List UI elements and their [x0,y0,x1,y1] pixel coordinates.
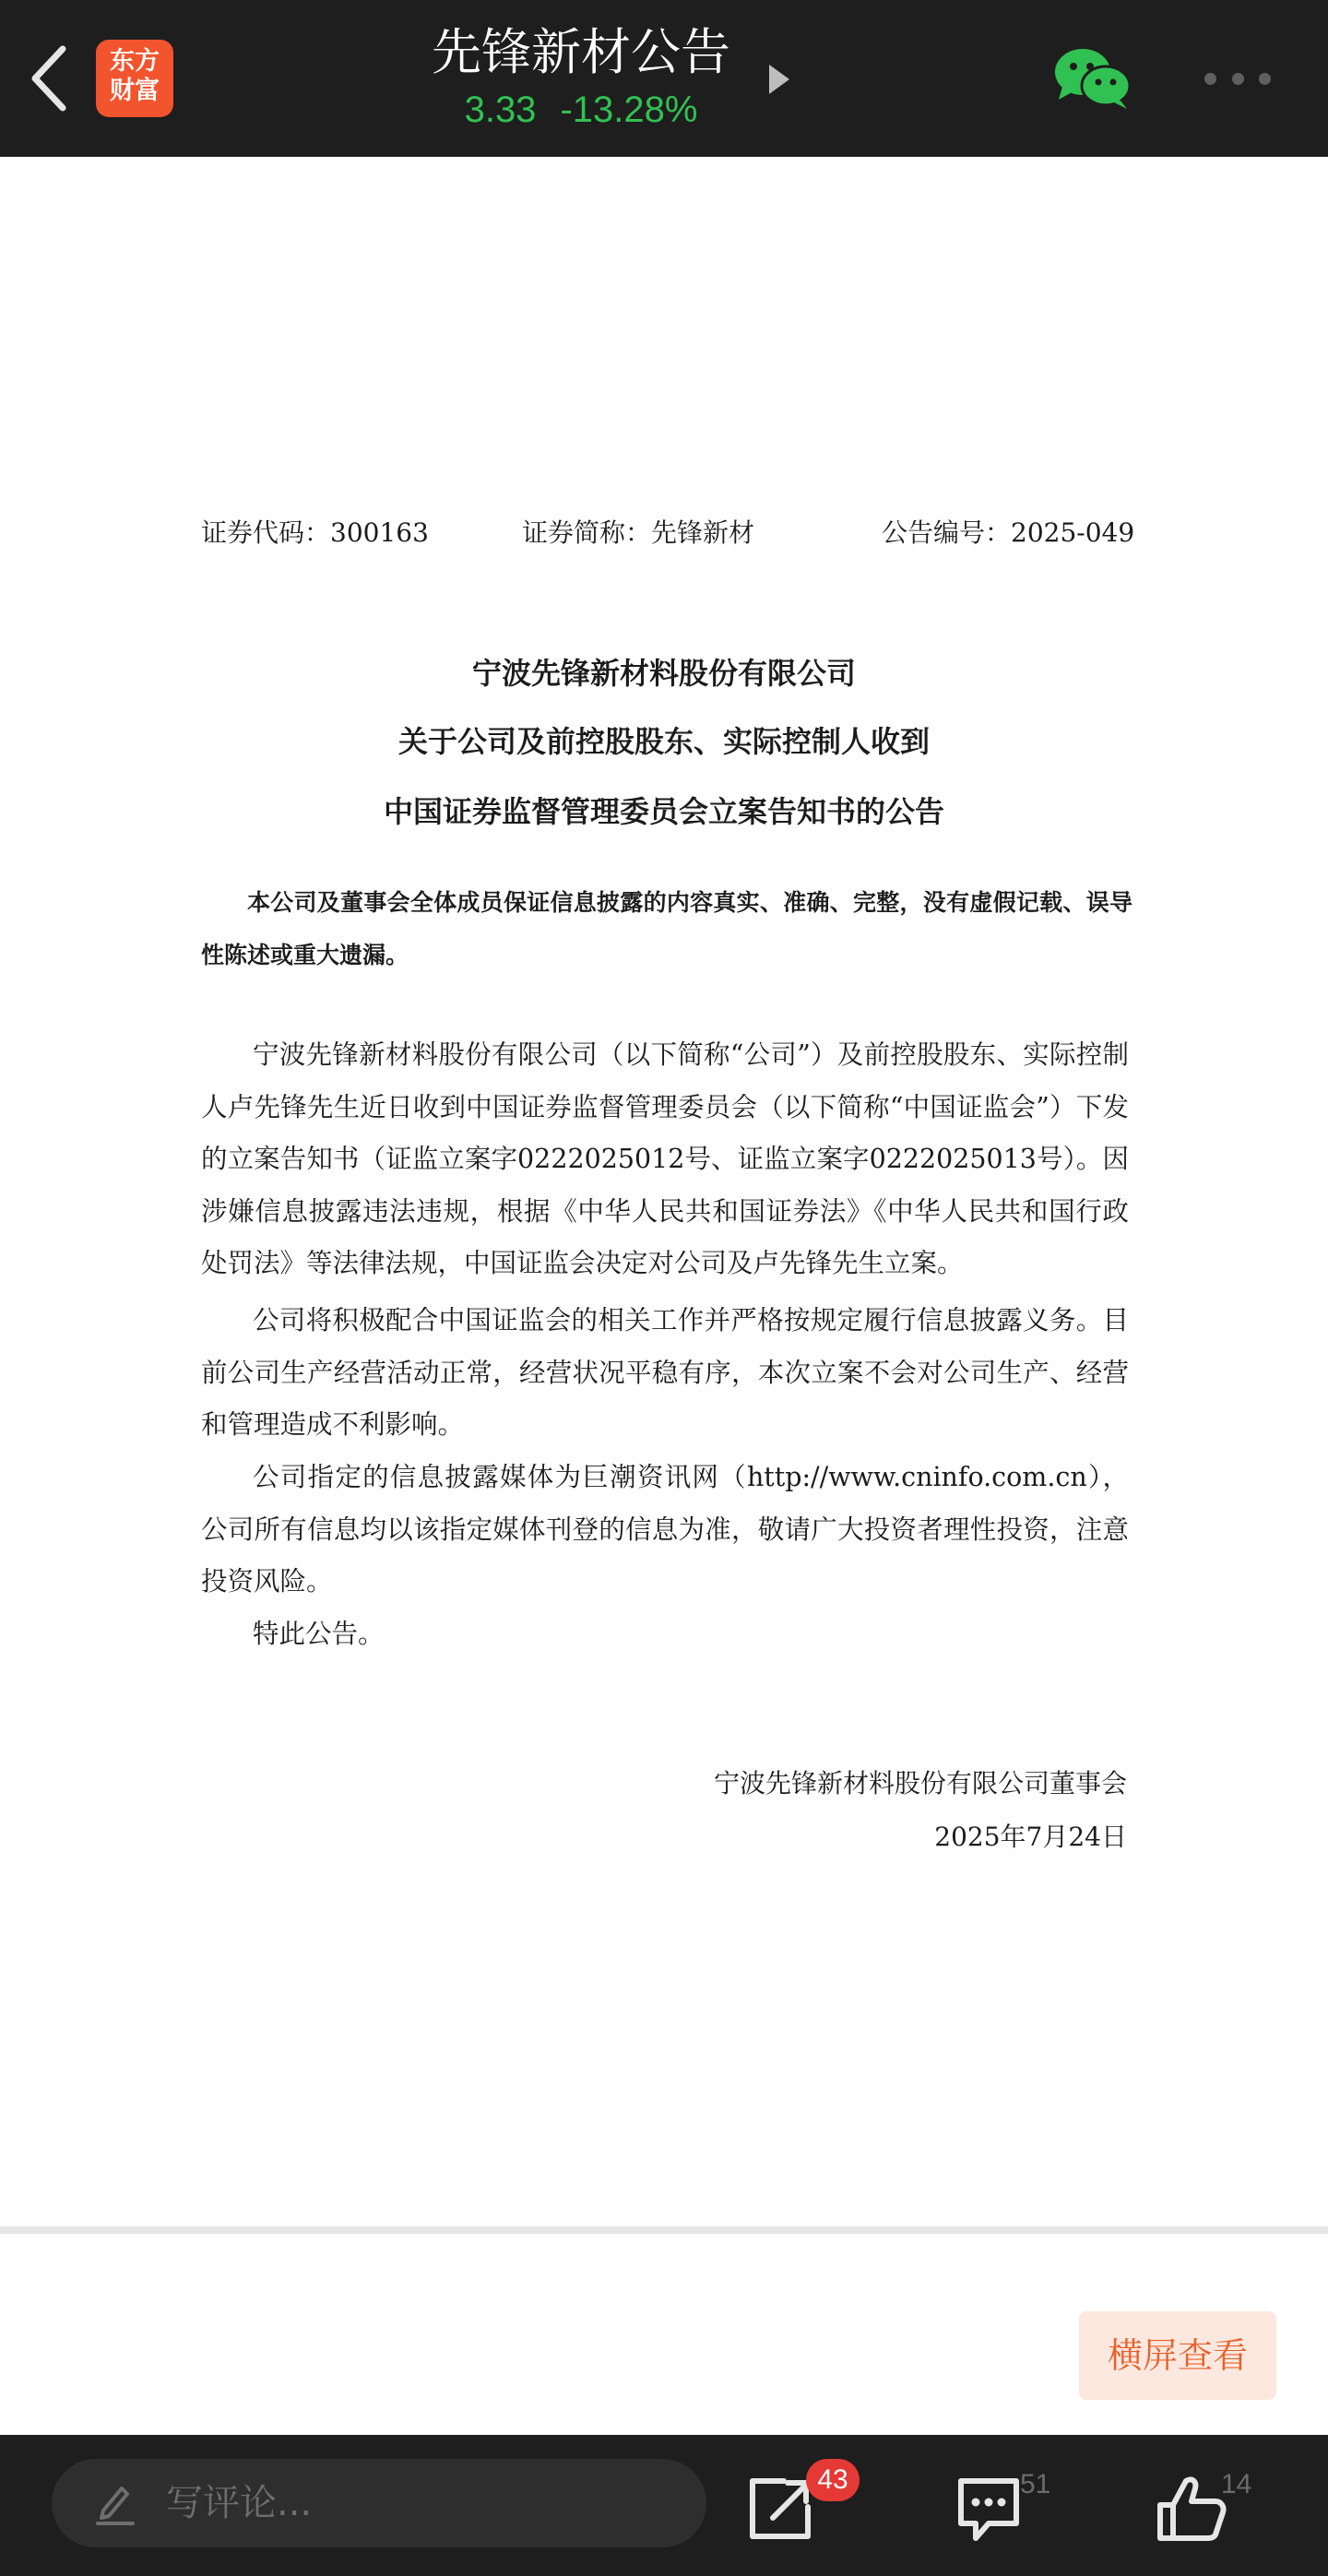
pen-icon [94,2481,136,2525]
page-title: 先锋新材公告 [432,23,730,81]
wechat-icon[interactable] [1053,44,1131,113]
stock-price: 3.33 [464,89,537,130]
paragraph-3: 公司指定的信息披露媒体为巨潮资讯网（http://www.cninfo.com.cn），公司所有信息均以该指定媒体刊登的信息为准，敬请广大投资者理性投资，注意投资风险。 [201,1462,1129,1597]
play-icon[interactable] [765,61,793,98]
comment-input[interactable] [52,2459,706,2547]
comment-placeholder: 写评论... [166,2482,313,2524]
stock-quote [387,87,775,133]
top-bar [0,0,1328,157]
notice-number: 公告编号：2025-049 [882,517,1135,548]
app-logo [96,40,173,117]
comment-count: 51 [1020,2469,1051,2499]
logo-line-2: 财富 [110,77,160,105]
back-button[interactable] [20,37,76,120]
board-statement: 本公司及董事会全体成员保证信息披露的内容真实、准确、完整，没有虚假记载、误导性陈述或重大遗漏。 [201,889,1132,968]
share-count-badge: 43 [806,2459,860,2501]
announcement-document [0,157,1328,2227]
signature: 宁波先锋新材料股份有限公司董事会 [713,1768,1127,1798]
logo-line-1: 东方 [110,47,160,76]
like-count: 14 [1221,2469,1252,2499]
comments-button[interactable] [941,2435,1088,2576]
stock-title-block[interactable] [387,18,775,133]
paragraph-1: 宁波先锋新材料股份有限公司（以下简称“公司”）及前控股股东、实际控制人卢先锋先生近日收到中国证券监督管理委员会（以下简称“中国证监会”）下发的立案告知书（证监立案字0222025012号、证监立案字0222025013号）。因涉嫌信息披露违法违规，根据《中华人民共和国证券法》《中华人民共和国行政处罚法》等法律法规，中国证监会决定对公司及卢先锋先生立案。 [201,1039,1129,1278]
doc-title-line-1: 宁波先锋新材料股份有限公司 [471,656,856,691]
security-name: 证券简称：先锋新材 [522,517,755,548]
thumbs-up-icon [1155,2472,1228,2546]
more-icon[interactable] [1204,66,1271,90]
paragraph-2: 公司将积极配合中国证监会的相关工作并严格按规定履行信息披露义务。目前公司生产经营活动正常，经营状况平稳有序，本次立案不会对公司生产、经营和管理造成不利影响。 [201,1305,1129,1440]
landscape-view-button[interactable]: 横屏查看 [1079,2311,1276,2400]
doc-title-line-2: 关于公司及前控股股东、实际控制人收到 [397,724,930,759]
signature-date: 2025年7月24日 [934,1822,1127,1852]
share-icon [747,2475,813,2542]
back-arrow-icon [28,43,68,113]
paragraph-4: 特此公告。 [253,1619,385,1649]
divider [0,2226,1328,2234]
security-code: 证券代码：300163 [201,517,429,548]
share-button[interactable] [729,2435,867,2576]
doc-title-line-3: 中国证券监督管理委员会立案告知书的公告 [383,794,944,829]
bottom-bar [0,2435,1328,2576]
like-button[interactable] [1144,2435,1300,2576]
stock-change: -13.28% [560,89,698,130]
comment-icon [954,2475,1024,2544]
